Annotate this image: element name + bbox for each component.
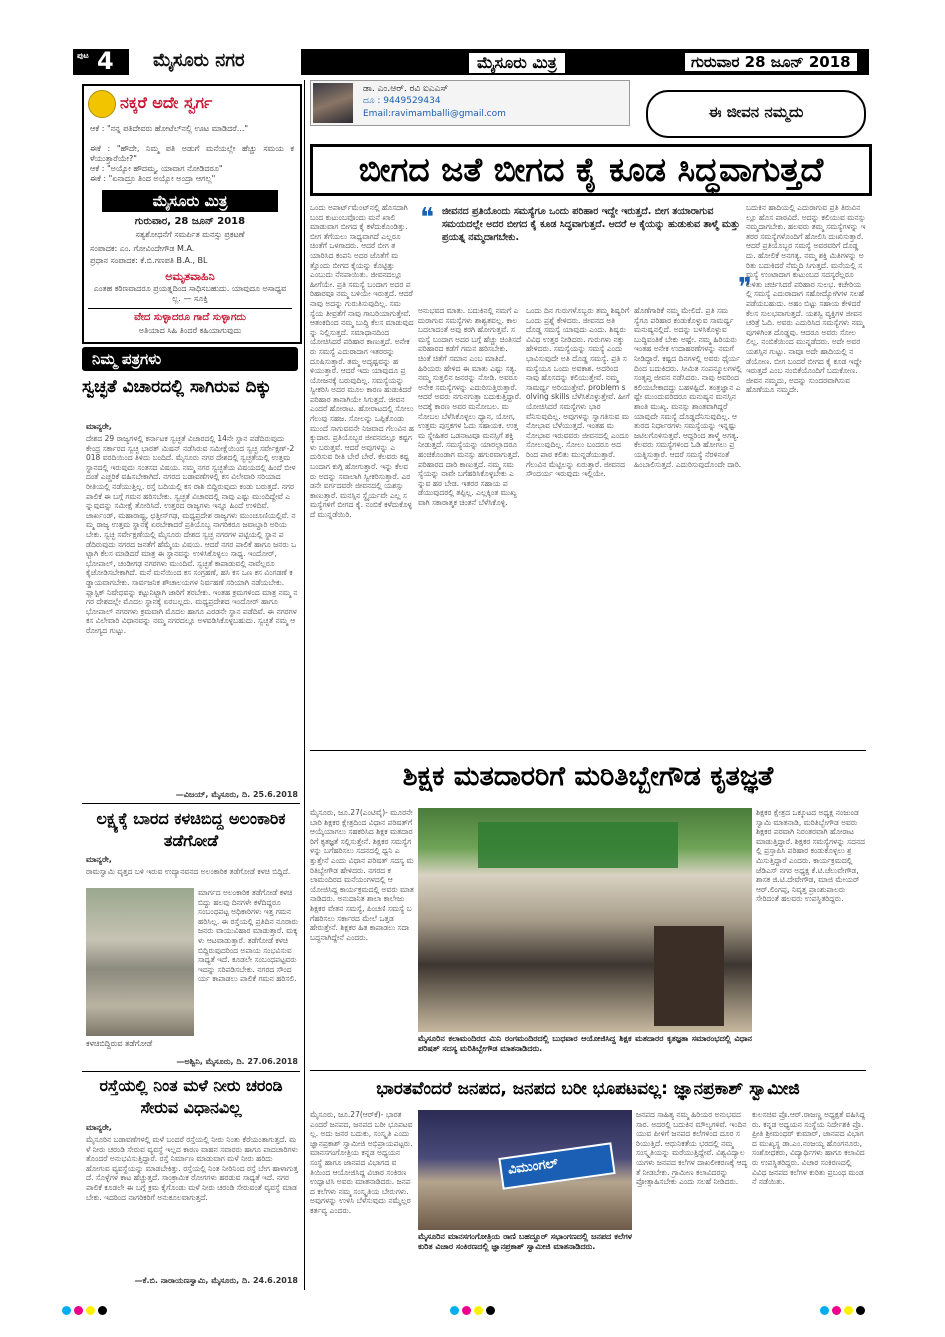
author-email: Email:ravimamballi@gmail.com bbox=[363, 109, 506, 119]
letter2-body-side: ಮಾರ್ಗದ ಅಲಂಕಾರಿಕ ತಡೆಗೋಡೆ ಕಳಚಿ ಬಿದ್ದು ಹಲವು ದಿನಗಳೇ ಕಳೆದಿದ್ದರೂ ಸಂಬಂಧಪಟ್ಟ ಅಧಿಕಾರಿಗಳು ಇತ್ತ ಗಮನ ಹರಿಸಿಲ್ಲ. ಈ ರಸ್ತೆಯಲ್ಲಿ ಪ್ರತಿದಿನ ನೂರಾರು ಜನರು ವಾಯುವಿಹಾರ ಮಾಡುತ್ತಾರೆ. ಮಕ್ಕಳು ಆಟವಾಡುತ್ತಾರೆ. ತಡೆಗೋಡೆ ಕಳಚಿ ಬಿದ್ದಿರುವುದರಿಂದ ಅಪಾಯ ಸಂಭವಿಸುವ ಸಾಧ್ಯತೆ ಇದೆ. ಕೂಡಲೇ ಸಂಬಂಧಪಟ್ಟವರು ಇದನ್ನು ಸರಿಪಡಿಸಬೇಕು. ನಗರದ ಸೌಂದರ್ಯ ಕಾಪಾಡಲು ಪಾಲಿಕೆ ಗಮನ ಹರಿಸಲಿ. bbox=[198, 888, 298, 984]
tagline: ಸತ್ಯಶೋಧನೆಗೆ ಸಮರ್ಪಿತ ಮನಸ್ಸು ಪ್ರಕಟಣೆ bbox=[135, 230, 245, 239]
story2-banner-text: ವಿಮುಂಗಲ್ bbox=[507, 1155, 559, 1178]
letter2-intro: ಮಾನ್ಯರೇ, bbox=[86, 855, 112, 864]
letter3-intro: ಮಾನ್ಯರೇ, bbox=[86, 1123, 112, 1132]
divider bbox=[310, 750, 866, 751]
letter1-intro: ಮಾನ್ಯರೇ, bbox=[86, 422, 112, 431]
stage-banner bbox=[478, 822, 678, 868]
story1-headline: ಶಿಕ್ಷಕ ಮತದಾರರಿಗೆ ಮರಿತಿಬ್ಬೇಗೌಡ ಕೃತಜ್ಞತೆ bbox=[402, 761, 774, 792]
registration-mark-icon bbox=[820, 1300, 868, 1319]
humor-lines bbox=[90, 124, 294, 184]
humor-line: ಈಕೆ : "ಹೌದೇ, ನಿಮ್ಮ ಪತಿ ಅಡುಗೆ ಮನೆಯಲ್ಲೇ ಹೆಚ್ಚು ಸಮಯ ಕಳೆಯುತ್ತಾರೆಯೇ?" bbox=[90, 144, 294, 163]
editor-line: ಸಂಪಾದಕ: ಎಂ. ಗೋವಿಂದೇಗೌಡ M.A. bbox=[90, 244, 195, 253]
author-phone: ದೂ : 9449529434 bbox=[363, 96, 441, 106]
letter1-headline: ಸ್ವಚ್ಛತೆ ವಿಚಾರದಲ್ಲಿ ಸಾಗಿರುವ ದಿಕ್ಕು bbox=[82, 377, 272, 397]
humor-masthead: ಮೈಸೂರು ಮಿತ್ರ bbox=[102, 190, 278, 212]
humor-banner bbox=[88, 90, 294, 118]
story1-body-right: ಶಿಕ್ಷಕರ ಕ್ಷೇತ್ರದ ಒಕ್ಕೂಟದ ಅಧ್ಯಕ್ಷ ನಂಜುಂಡಸ್ವಾಮಿ ಮಾತನಾಡಿ, ಮರಿತಿಬ್ಬೇಗೌಡ ಅವರು ಶಿಕ್ಷಕರ ಪರವಾಗಿ ನಿರಂತರವಾಗಿ ಹೋರಾಟ ಮಾಡುತ್ತಿದ್ದಾರೆ. ಶಿಕ್ಷಕರ ಸಮಸ್ಯೆಗಳನ್ನು ಸದನದಲ್ಲಿ ಪ್ರಸ್ತಾಪಿಸಿ ಪರಿಹಾರ ಕಂಡುಕೊಳ್ಳಲು ಶ್ರಮಿಸುತ್ತಿದ್ದಾರೆ ಎಂದರು. ಕಾರ್ಯಕ್ರಮದಲ್ಲಿ ಜೆಡಿಎಸ್ ನಗರ ಅಧ್ಯಕ್ಷ ಕೆ.ಟಿ.ಚೆಲುವೇಗೌಡ, ಶಾಸಕ ಜಿ.ಟಿ.ದೇವೇಗೌಡ, ಮಾಜಿ ಮೇಯರ್ ಆರ್.ಲಿಂಗಪ್ಪ, ನಿವೃತ್ತ ಪ್ರಾಂಶುಪಾಲರು ಸೇರಿದಂತೆ ಹಲವರು ಉಪಸ್ಥಿತರಿದ್ದರು. bbox=[756, 808, 866, 904]
story1-photo bbox=[418, 808, 752, 1032]
open-quote-icon: ❝ bbox=[420, 203, 434, 233]
page-number: 4 bbox=[97, 47, 114, 75]
letters-section-banner bbox=[82, 347, 298, 371]
humor-line: ಈಕೆ : "ಏನಾದ್ರೂ ತಿಂದ ಅಯ್ಯೋ ಅಂದ್ರಾ ಆಗಲ್ಲ" bbox=[90, 174, 216, 183]
amrutha-text: ಎಂತಹ ಕಠಿಣವಾದರೂ ಪ್ರಯತ್ನದಿಂದ ಸಾಧಿಸಬಹುದು. ಯಾವುದೂ ಅಸಾಧ್ಯವಲ್ಲ. — ಸೂಕ್ತಿ bbox=[93, 284, 287, 303]
associate-editor-line: ಪ್ರಧಾನ ಸಂಪಾದಕ: ಕೆ.ಬಿ.ಗಣಪತಿ B.A., BL bbox=[90, 256, 208, 265]
letter2-caption: ಕಳಚಿಬಿದ್ದಿರುವ ತಡೆಗೋಡೆ bbox=[86, 1039, 153, 1048]
story1-body-left: ಮೈಸೂರು, ಜೂ.27(ಎಂಟಿವೈ)- ಮೂರನೇ ಬಾರಿ ಶಿಕ್ಷಕರ ಕ್ಷೇತ್ರದಿಂದ ವಿಧಾನ ಪರಿಷತ್‌ಗೆ ಆಯ್ಕೆಯಾಗಲು ಸಹಕರಿಸಿದ ಶಿಕ್ಷಕ ಮತದಾರರಿಗೆ ಕೃತಜ್ಞತೆ ಸಲ್ಲಿಸುತ್ತೇನೆ. ಶಿಕ್ಷಕರ ಸಮಸ್ಯೆಗಳನ್ನು ಬಗೆಹರಿಸಲು ಸದನದಲ್ಲಿ ಧ್ವನಿ ಎತ್ತುತ್ತೇನೆ ಎಂದು ವಿಧಾನ ಪರಿಷತ್ ಸದಸ್ಯ ಮರಿತಿಬ್ಬೇಗೌಡ ಹೇಳಿದರು. ನಗರದ ಕಲಾಮಂದಿರದ ಮನೆಯಂಗಳದಲ್ಲಿ ಆಯೋಜಿಸಿದ್ದ ಕಾರ್ಯಕ್ರಮದಲ್ಲಿ ಅವರು ಮಾತನಾಡಿದರು. ಅನುದಾನಿತ ಶಾಲಾ ಕಾಲೇಜು ಶಿಕ್ಷಕರ ವೇತನ ಸಮಸ್ಯೆ, ಪಿಂಚಣಿ ಸಮಸ್ಯೆ ಬಗೆಹರಿಸಲು ಸರ್ಕಾರದ ಮೇಲೆ ಒತ್ತಡ ಹೇರುತ್ತೇನೆ. ಶಿಕ್ಷಕರ ಹಿತ ಕಾಪಾಡಲು ಸದಾ ಬದ್ಧನಾಗಿದ್ದೇನೆ ಎಂದರು. bbox=[310, 808, 414, 942]
column-body-col3: ಒಂದು ದಿನ ಗುರುಗಳೊಬ್ಬರು ತಮ್ಮ ಶಿಷ್ಯರಿಗೆ ಒಂದು ಪ್ರಶ್ನೆ ಕೇಳಿದರು. ಜೀವನದ ಅತಿ ದೊಡ್ಡ ಸಮಸ್ಯೆ ಯಾವುದು ಎಂದು. ಶಿಷ್ಯರು ವಿವಿಧ ಉತ್ತರ ನೀಡಿದರು. ಗುರುಗಳು ನಕ್ಕು ಹೇಳಿದರು. ಸಮಸ್ಯೆಯನ್ನು ಸಮಸ್ಯೆ ಎಂದು ಭಾವಿಸುವುದೇ ಅತಿ ದೊಡ್ಡ ಸಮಸ್ಯೆ. ಪ್ರತಿ ಸಮಸ್ಯೆಯೂ ಒಂದು ಅವಕಾಶ. ಅದರಿಂದ ನಾವು ಹೊಸದನ್ನು ಕಲಿಯುತ್ತೇವೆ. ನಮ್ಮ ಸಾಮರ್ಥ್ಯ ಅರಿಯುತ್ತೇವೆ. problem solving skills ಬೆಳೆಸಿಕೊಳ್ಳುತ್ತೇವೆ. ಹೀಗೆ ಯೋಚಿಸಿದರೆ ಸಮಸ್ಯೆಗಳು ಭಾರವೆನಿಸುವುದಿಲ್ಲ. ಅವುಗಳನ್ನು ಸ್ವಾಗತಿಸುವ ಮನೋಭಾವ ಬೆಳೆಯುತ್ತದೆ. ಇಂತಹ ಮನೋಭಾವ ಇರುವವರು ಜೀವನದಲ್ಲಿ ಎಂದೂ ಸೋಲುವುದಿಲ್ಲ. ಸೋಲು ಬಂದರೂ ಅದರಿಂದ ಪಾಠ ಕಲಿತು ಮುನ್ನಡೆಯುತ್ತಾರೆ. ಗೆಲುವಿನ ಮೆಟ್ಟಿಲನ್ನು ಏರುತ್ತಾರೆ. ಜೀವನದ ಸೌಂದರ್ಯ ಇರುವುದು ಇಲ್ಲಿಯೇ. bbox=[526, 306, 630, 479]
humor-title: ನಕ್ಕರೆ ಅದೇ ಸ್ವರ್ಗ bbox=[120, 93, 213, 112]
amrutha-title: ಅಮೃತವಾಹಿನಿ bbox=[165, 270, 215, 283]
page-number-box bbox=[73, 49, 129, 75]
column-divider bbox=[304, 80, 305, 1290]
author-photo bbox=[313, 83, 353, 123]
divider bbox=[88, 308, 292, 309]
pull-quote-text: ಜೀವನದ ಪ್ರತಿಯೊಂದು ಸಮಸ್ಯೆಗೂ ಒಂದು ಪರಿಹಾರ ಇದ್ದೇ ಇರುತ್ತದೆ. ಬೀಗ ತಯಾರಾಗುವ ಸಮಯದಲ್ಲೇ ಅದರ ಬೀಗದ ಕೈ ಕೂಡ ಸಿದ್ಧವಾಗುತ್ತದೆ. ಆದರೆ ಆ ಕೈಯನ್ನು ಹುಡುಕುವ ತಾಳ್ಮೆ ಮತ್ತು ಪ್ರಯತ್ನ ನಮ್ಮದಾಗಬೇಕು. bbox=[442, 206, 740, 243]
story2-banner bbox=[498, 1142, 615, 1190]
column-headline: ಬೀಗದ ಜತೆ ಬೀಗದ ಕೈ ಕೂಡ ಸಿದ್ಧವಾಗುತ್ತದೆ bbox=[310, 144, 872, 196]
humor-date: ಗುರುವಾರ, 28 ಜೂನ್ 2018 bbox=[134, 216, 246, 227]
series-banner bbox=[646, 90, 866, 138]
letter2-signature: —ಅಶ್ವಿನಿ, ಮೈಸೂರು, ದಿ. 27.06.2018 bbox=[176, 1057, 298, 1066]
header-date: ಗುರುವಾರ 28 ಜೂನ್ 2018 bbox=[685, 53, 857, 71]
column-author-bar bbox=[310, 80, 630, 126]
masthead-name: ಮೈಸೂರು ಮಿತ್ರ bbox=[469, 53, 565, 73]
humor-line: ಆಕೆ : "ನನ್ನ ಪತಿದೇವರು ಹೋಟೆಲ್‌ನಲ್ಲಿ ಊಟ ಮಾಡಿದರೆ..." bbox=[90, 124, 249, 133]
veda-title: ವೇದ ಸುಳ್ಳಾದರೂ ಗಾದೆ ಸುಳ್ಳಾಗದು bbox=[134, 312, 246, 323]
column-body-col4: ಹೊಣೆಗಾರಿಕೆ ನಮ್ಮ ಮೇಲಿದೆ. ಪ್ರತಿ ಸಮಸ್ಯೆಗೂ ಪರಿಹಾರ ಕಂಡುಕೊಳ್ಳುವ ಸಾಮರ್ಥ್ಯ ಮನುಷ್ಯನಲ್ಲಿದೆ. ಅದನ್ನು ಬಳಸಿಕೊಳ್ಳುವ ಬುದ್ಧಿವಂತಿಕೆ ಬೇಕು ಅಷ್ಟೇ. ನಮ್ಮ ಹಿರಿಯರು ಇಂತಹ ಅನೇಕ ಉದಾಹರಣೆಗಳನ್ನು ನಮಗೆ ನೀಡಿದ್ದಾರೆ. ಕಷ್ಟದ ದಿನಗಳಲ್ಲಿ ಅವರು ಧೈರ್ಯದಿಂದ ಬದುಕಿದರು. ಸೀಮಿತ ಸಂಪನ್ಮೂಲಗಳಲ್ಲಿ ಸಂತೃಪ್ತ ಜೀವನ ನಡೆಸಿದರು. ನಾವು ಅವರಿಂದ ಕಲಿಯಬೇಕಾದದ್ದು ಬಹಳಷ್ಟಿದೆ. ತಂತ್ರಜ್ಞಾನ ಎಷ್ಟೇ ಮುಂದುವರಿದರೂ ಮನುಷ್ಯನ ಮನಸ್ಸಿನ ಶಾಂತಿ ಮುಖ್ಯ. ಮನಸ್ಸು ಶಾಂತವಾಗಿದ್ದರೆ ಯಾವುದೇ ಸಮಸ್ಯೆ ದೊಡ್ಡದೆನಿಸುವುದಿಲ್ಲ. ಆತುರದ ನಿರ್ಧಾರಗಳು ಸಮಸ್ಯೆಯನ್ನು ಇನ್ನಷ್ಟು ಜಟಿಲಗೊಳಿಸುತ್ತವೆ. ಆದ್ದರಿಂದ ತಾಳ್ಮೆ ಅಗತ್ಯ. ಕೆಲವರು ಸಮಸ್ಯೆಗಳಿಂದ ಓಡಿ ಹೋಗಲು ಪ್ರಯತ್ನಿಸುತ್ತಾರೆ. ಆದರೆ ಸಮಸ್ಯೆ ನೆರಳಿನಂತೆ ಹಿಂಬಾಲಿಸುತ್ತದೆ. ಎದುರಿಸುವುದೊಂದೇ ದಾರಿ. bbox=[634, 306, 742, 469]
letter3-headline: ರಸ್ತೆಯಲ್ಲಿ ನಿಂತ ಮಳೆ ನೀರು ಚರಂಡಿ ಸೇರುವ ವಿಧಾನವಿಲ್ಲ bbox=[99, 1076, 283, 1117]
divider bbox=[82, 1071, 300, 1072]
letter2-headline: ಲಕ್ಷ್ಯಕ್ಕೆ ಬಾರದ ಕಳಚಿಬಿದ್ದ ಅಲಂಕಾರಿಕ ತಡೆಗೋಡೆ bbox=[96, 809, 286, 850]
pull-quote bbox=[420, 203, 760, 303]
story2-caption: ಮೈಸೂರಿನ ಮಾನಸಗಂಗೋತ್ರಿಯ ರಾಣಿ ಬಹದ್ದೂರ್ ಸಭಾಂಗಣದಲ್ಲಿ ಜನಪದ ಕಲೆಗಳ ಕುರಿತ ವಿಚಾರ ಸಂಕಿರಣದಲ್ಲಿ ಜ್ಞಾನಪ್ರಕಾಶ್ ಸ್ವಾಮೀಜಿ ಮಾತನಾಡಿದರು. bbox=[418, 1232, 632, 1251]
wall-photo bbox=[86, 888, 194, 1036]
humor-box bbox=[82, 84, 302, 344]
author-name: ಡಾ. ಎಂ.ಆರ್. ರವಿ ಐಎಎಸ್ bbox=[363, 84, 449, 94]
story2-headline: ಭಾರತವೆಂದರೆ ಜನಪದ, ಜನಪದ ಬರೀ ಭೂಪಟವಲ್ಲ: ಜ್ಞಾನಪ್ರಕಾಶ್ ಸ್ವಾಮೀಜಿ bbox=[376, 1079, 800, 1099]
story2-body-right: ಕುಲಸಚಿವ ಪ್ರೊ.ಆರ್.ರಾಜಣ್ಣ ಅಧ್ಯಕ್ಷತೆ ವಹಿಸಿದ್ದರು. ಕನ್ನಡ ಅಧ್ಯಯನ ಸಂಸ್ಥೆಯ ನಿರ್ದೇಶಕಿ ಪ್ರೊ.ಪ್ರೀತಿ ಶ್ರೀಮಂಧರ್ ಕುಮಾರ್, ಜಾನಪದ ವಿಭಾಗದ ಮುಖ್ಯಸ್ಥ ಡಾ.ಎಂ.ನಂಜಯ್ಯ ಹೊಂಗನೂರು, ಸಂಶೋಧಕರು, ವಿದ್ಯಾರ್ಥಿಗಳು ಹಾಗೂ ಕಲಾವಿದರು ಉಪಸ್ಥಿತರಿದ್ದರು. ವಿಚಾರ ಸಂಕಿರಣದಲ್ಲಿ ವಿವಿಧ ಜನಪದ ಕಲೆಗಳ ಕುರಿತು ಪ್ರಬಂಧ ಮಂಡನೆ ನಡೆಯಿತು. bbox=[752, 1110, 866, 1187]
story2-photo bbox=[418, 1110, 632, 1230]
laughing-face-icon bbox=[88, 90, 116, 118]
page-label: ಪುಟ bbox=[77, 51, 89, 60]
divider bbox=[310, 1070, 866, 1071]
divider bbox=[82, 803, 300, 804]
close-quote-icon: ❞ bbox=[738, 273, 752, 303]
letters-section-title: ನಿಮ್ಮ ಪತ್ರಗಳು bbox=[92, 350, 162, 368]
page-header bbox=[73, 47, 869, 76]
speaker-podium bbox=[654, 926, 724, 1026]
story1-caption: ಮೈಸೂರಿನ ಕಲಾಮಂದಿರದ ಮಿನಿ ರಂಗಮಂದಿರದಲ್ಲಿ ಬುಧವಾರ ಆಯೋಜಿಸಿದ್ದ ಶಿಕ್ಷಕ ಮತದಾರರ ಕೃತಜ್ಞತಾ ಸಮಾರಂಭದಲ್ಲಿ ವಿಧಾನ ಪರಿಷತ್ ಸದಸ್ಯ ಮರಿತಿಬ್ಬೇಗೌಡ ಮಾತನಾಡಿದರು. bbox=[418, 1034, 752, 1053]
letter3-body: ಮೈಸೂರಿನ ಬಡಾವಣೆಗಳಲ್ಲಿ ಮಳೆ ಬಂದರೆ ರಸ್ತೆಯಲ್ಲಿ ನೀರು ನಿಂತು ಕೆರೆಯಂತಾಗುತ್ತದೆ. ಮಳೆ ನೀರು ಚರಂಡಿ ಸೇರುವ ವ್ಯವಸ್ಥೆ ಇಲ್ಲದ ಕಾರಣ ವಾಹನ ಸವಾರರು ಹಾಗೂ ಪಾದಚಾರಿಗಳು ತೊಂದರೆ ಅನುಭವಿಸುತ್ತಿದ್ದಾರೆ. ರಸ್ತೆ ನಿರ್ಮಾಣ ಮಾಡುವಾಗ ಮಳೆ ನೀರು ಹರಿದು ಹೋಗುವ ವ್ಯವಸ್ಥೆಯನ್ನು ಮಾಡಬೇಕಿತ್ತು. ರಸ್ತೆಯಲ್ಲಿ ನಿಂತ ನೀರಿನಿಂದ ರಸ್ತೆ ಬೇಗ ಹಾಳಾಗುತ್ತದೆ. ಸೊಳ್ಳೆಗಳ ಕಾಟ ಹೆಚ್ಚುತ್ತದೆ. ಸಾಂಕ್ರಾಮಿಕ ರೋಗಗಳು ಹರಡುವ ಸಾಧ್ಯತೆ ಇದೆ. ನಗರ ಪಾಲಿಕೆ ಕೂಡಲೇ ಈ ಬಗ್ಗೆ ಕ್ರಮ ಕೈಗೊಂಡು ಮಳೆ ನೀರು ಚರಂಡಿ ಸೇರುವಂತೆ ವ್ಯವಸ್ಥೆ ಮಾಡಬೇಕು. ಇದರಿಂದ ನಾಗರಿಕರಿಗೆ ಅನುಕೂಲವಾಗುತ್ತದೆ. bbox=[86, 1135, 298, 1202]
masthead-strip bbox=[301, 49, 869, 75]
column-body-col2: ಅನುಭವದ ಮಾತು. ಬದುಕಿನಲ್ಲಿ ನಮಗೆ ಎದುರಾಗುವ ಸಮಸ್ಯೆಗಳು ಶಾಶ್ವತವಲ್ಲ. ಕಾಲ ಬದಲಾದಂತೆ ಅವು ಕರಗಿ ಹೋಗುತ್ತವೆ. ಸಮಸ್ಯೆ ಬಂದಾಗ ಅದರ ಬಗ್ಗೆ ಹೆಚ್ಚು ಚಿಂತಿಸದೆ ಪರಿಹಾರದ ಕಡೆಗೆ ಗಮನ ಹರಿಸಬೇಕು. ಚಿಂತೆ ಚಿತೆಗೆ ಸಮಾನ ಎಂಬ ಮಾತಿದೆ. ಹಿರಿಯರು ಹೇಳಿದ ಈ ಮಾತು ಎಷ್ಟು ಸತ್ಯ. ನಮ್ಮ ಸುತ್ತಲಿನ ಜನರನ್ನು ನೋಡಿ. ಅವರೂ ಅನೇಕ ಸಮಸ್ಯೆಗಳನ್ನು ಎದುರಿಸುತ್ತಿರುತ್ತಾರೆ. ಆದರೆ ಅವರು ನಗುನಗುತ್ತಾ ಬದುಕುತ್ತಿದ್ದಾರೆ. ಅದಕ್ಕೆ ಕಾರಣ ಅವರ ಮನೋಬಲ. ಮನೋಬಲ ಬೆಳೆಸಿಕೊಳ್ಳಲು ಧ್ಯಾನ, ಯೋಗ, ಉತ್ತಮ ಪುಸ್ತಕಗಳ ಓದು ಸಹಾಯಕ. ಉತ್ತಮ ಸ್ನೇಹಿತರ ಒಡನಾಟವೂ ಮನಸ್ಸಿಗೆ ಶಕ್ತಿ ನೀಡುತ್ತದೆ. ಸಮಸ್ಯೆಯನ್ನು ಯಾರಲ್ಲಾದರೂ ಹಂಚಿಕೊಂಡಾಗ ಮನಸ್ಸು ಹಗುರವಾಗುತ್ತದೆ. ಪರಿಹಾರದ ದಾರಿ ಕಾಣುತ್ತದೆ. ನಮ್ಮ ಸಮಸ್ಯೆಯನ್ನು ನಾವೇ ಬಗೆಹರಿಸಿಕೊಳ್ಳಬೇಕು ಎನ್ನುವ ಹಠ ಬೇಡ. ಇತರರ ಸಹಾಯ ಪಡೆಯುವುದರಲ್ಲಿ ತಪ್ಪಿಲ್ಲ. ಎಲ್ಲಕ್ಕಿಂತ ಮುಖ್ಯವಾಗಿ ಸಕಾರಾತ್ಮಕ ಚಿಂತನೆ ಬೆಳೆಸಿಕೊಳ್ಳಿ. bbox=[418, 306, 522, 507]
humor-line: ಆಕೆ : "ಅಯ್ಯೋ ಹೌದಮ್ಮ, ಯಾವಾಗ ನೋಡಿದರೂ" bbox=[90, 164, 223, 173]
series-title: ಈ ಜೀವನ ನಮ್ಮದು bbox=[708, 103, 804, 121]
veda-text: ಅತಿಯಾದ ಸಿಹಿ ತಿಂದರೆ ಕಹಿಯಾಗುವುದು bbox=[138, 326, 242, 335]
column-body-col5: ಬದುಕಿನ ಹಾದಿಯಲ್ಲಿ ಎದುರಾಗುವ ಪ್ರತಿ ತಿರುವಿನಲ್ಲೂ ಹೊಸ ಪಾಠವಿದೆ. ಅದನ್ನು ಕಲಿಯುವ ಮನಸ್ಸು ನಮ್ಮದಾಗಬೇಕು. ಹಲವರು ತಮ್ಮ ಸಮಸ್ಯೆಗಳನ್ನು ಇತರರ ಸಮಸ್ಯೆಗಳೊಂದಿಗೆ ಹೋಲಿಸಿ ದುಃಖಿಸುತ್ತಾರೆ. ಆದರೆ ಪ್ರತಿಯೊಬ್ಬರ ಸಮಸ್ಯೆ ಅವರವರಿಗೆ ದೊಡ್ಡದು. ಹೋಲಿಕೆ ಅನಗತ್ಯ. ನಮ್ಮ ಶಕ್ತಿ ಮಿತಿಗಳನ್ನು ಅರಿತು ಬದುಕಿದರೆ ನೆಮ್ಮದಿ ಸಿಗುತ್ತದೆ. ಮನೆಯಲ್ಲಿ ಸಮಸ್ಯೆ ಉಂಟಾದಾಗ ಕುಟುಂಬದ ಸದಸ್ಯರೆಲ್ಲರೂ ಕುಳಿತು ಚರ್ಚಿಸಿದರೆ ಪರಿಹಾರ ಸುಲಭ. ಕಚೇರಿಯಲ್ಲಿ ಸಮಸ್ಯೆ ಎದುರಾದಾಗ ಸಹೋದ್ಯೋಗಿಗಳ ಸಲಹೆ ಪಡೆಯಬಹುದು. ಅಹಂ ಬಿಟ್ಟು ಸಹಾಯ ಕೇಳಿದರೆ ಕೆಲಸ ಸುಲಭವಾಗುತ್ತದೆ. ಯಶಸ್ವಿ ವ್ಯಕ್ತಿಗಳ ಜೀವನ ಚರಿತ್ರೆ ಓದಿ. ಅವರು ಎದುರಿಸಿದ ಸಮಸ್ಯೆಗಳು ನಮ್ಮವುಗಳಿಗಿಂತ ದೊಡ್ಡವು. ಆದರೂ ಅವರು ಸೋಲಲಿಲ್ಲ. ನಂಬಿಕೆಯಿಂದ ಮುನ್ನಡೆದರು. ಅದೇ ಅವರ ಯಶಸ್ಸಿನ ಗುಟ್ಟು. ನಾವೂ ಅದೇ ಹಾದಿಯಲ್ಲಿ ನಡೆಯೋಣ. ಬೀಗ ಬಂದರೆ ಬೀಗದ ಕೈ ಕೂಡ ಇದ್ದೇ ಇರುತ್ತದೆ ಎಂಬ ನಂಬಿಕೆಯೊಂದಿಗೆ ಬದುಕೋಣ. ಜೀವನ ನಮ್ಮದು, ಅದನ್ನು ಸುಂದರವಾಗಿಸುವ ಹೊಣೆಯೂ ನಮ್ಮದೇ. bbox=[746, 203, 866, 395]
registration-mark-icon bbox=[450, 1300, 498, 1319]
registration-mark-icon bbox=[62, 1300, 110, 1319]
letter2-body-top: ರಾಮಸ್ವಾಮಿ ವೃತ್ತದ ಬಳಿ ಇರುವ ಉದ್ಯಾನವನದ ಅಲಂಕಾರಿಕ ತಡೆಗೋಡೆ ಕಳಚಿ ಬಿದ್ದಿದೆ. bbox=[86, 867, 291, 876]
letter1-body: ದೇಶದ 29 ರಾಜ್ಯಗಳಲ್ಲಿ ಕರ್ನಾಟಕ ಸ್ವಚ್ಛತೆ ವಿಚಾರದಲ್ಲಿ 14ನೇ ಸ್ಥಾನ ಪಡೆದಿರುವುದು ಕೇಂದ್ರ ಸರ್ಕಾರದ ಸ್ವಚ್ಛ ಭಾರತ್ ಮಿಷನ್ ನಡೆಸಿರುವ ಸಮೀಕ್ಷೆಯಿಂದ ಸ್ವಚ್ಛ ಸರ್ವೇಕ್ಷಣ್-2018 ವರದಿಯಿಂದ ತಿಳಿದು ಬಂದಿದೆ. ಮೈಸೂರು ನಗರ ದೇಶದಲ್ಲಿ ಸ್ವಚ್ಛತೆಯಲ್ಲಿ ಉತ್ತಮ ಸ್ಥಾನದಲ್ಲಿ ಇರುವುದು ಸಂತಸದ ವಿಷಯ. ನಮ್ಮ ನಗರ ಸ್ವಚ್ಛತೆಯ ವಿಷಯದಲ್ಲಿ ಹಿಂದೆ ಬೀಳದಂತೆ ಎಚ್ಚರಿಕೆ ವಹಿಸಬೇಕಾಗಿದೆ. ನಗರದ ಬಡಾವಣೆಗಳಲ್ಲಿ ಕಸ ವಿಲೇವಾರಿ ಸರಿಯಾದ ರೀತಿಯಲ್ಲಿ ನಡೆಯುತ್ತಿಲ್ಲ. ರಸ್ತೆ ಬದಿಯಲ್ಲಿ ಕಸ ರಾಶಿ ಬಿದ್ದಿರುವುದು ಕಂಡು ಬರುತ್ತದೆ. ನಗರ ಪಾಲಿಕೆ ಈ ಬಗ್ಗೆ ಗಮನ ಹರಿಸಬೇಕು. ಸ್ವಚ್ಛತೆ ವಿಚಾರದಲ್ಲಿ ನಾವು ಎಷ್ಟು ಮುಂದಿದ್ದೇವೆ ಎನ್ನುವುದನ್ನು ಸಮೀಕ್ಷೆ ತೋರಿಸಿದೆ. ಉತ್ತರದ ರಾಜ್ಯಗಳು ಇನ್ನೂ ಹಿಂದೆ ಉಳಿದಿವೆ. ಜಾರ್ಖಂಡ್, ಮಹಾರಾಷ್ಟ್ರ, ಛತ್ತೀಸ್‌ಗಢ, ಮಧ್ಯಪ್ರದೇಶ ರಾಜ್ಯಗಳು ಮುಂಚೂಣಿಯಲ್ಲಿವೆ. ನಮ್ಮ ರಾಜ್ಯ ಉತ್ತಮ ಸ್ಥಾನಕ್ಕೆ ಏರಬೇಕಾದರೆ ಪ್ರತಿಯೊಬ್ಬ ನಾಗರಿಕರೂ ಜವಾಬ್ದಾರಿ ಅರಿಯಬೇಕು. ಸ್ವಚ್ಛ ಸರ್ವೇಕ್ಷಣೆಯಲ್ಲಿ ಮೈಸೂರು ದೇಶದ ಸ್ವಚ್ಛ ನಗರಗಳ ಪಟ್ಟಿಯಲ್ಲಿ ಸ್ಥಾನ ಪಡೆದಿರುವುದು ನಗರದ ಜನತೆಗೆ ಹೆಮ್ಮೆಯ ವಿಷಯ. ಆದರೆ ನಗರ ಪಾಲಿಕೆ ಹಾಗೂ ಜನರು ಒಟ್ಟಾಗಿ ಕೆಲಸ ಮಾಡಿದರೆ ಮಾತ್ರ ಈ ಸ್ಥಾನವನ್ನು ಉಳಿಸಿಕೊಳ್ಳಲು ಸಾಧ್ಯ. ಇಂದೋರ್, ಭೋಪಾಲ್, ಚಂಡೀಗಢ ನಗರಗಳು ಮುಂದಿವೆ. ಸ್ವಚ್ಛತೆ ಕಾಪಾಡುವಲ್ಲಿ ನಾವೆಲ್ಲರೂ ಕೈಜೋಡಿಸಬೇಕಾಗಿದೆ. ಮನೆ ಮನೆಯಿಂದ ಕಸ ಸಂಗ್ರಹಣೆ, ಹಸಿ ಕಸ ಒಣ ಕಸ ವಿಂಗಡಣೆ ಕಡ್ಡಾಯವಾಗಬೇಕು. ಸಾರ್ವಜನಿಕ ಶೌಚಾಲಯಗಳ ನಿರ್ವಹಣೆ ಸರಿಯಾಗಿ ನಡೆಯಬೇಕು. ಪ್ಲಾಸ್ಟಿಕ್ ನಿಷೇಧವನ್ನು ಕಟ್ಟುನಿಟ್ಟಾಗಿ ಜಾರಿಗೆ ತರಬೇಕು. ಇಂತಹ ಕ್ರಮಗಳಿಂದ ಮಾತ್ರ ನಮ್ಮ ನಗರ ದೇಶದಲ್ಲೇ ಮೊದಲ ಸ್ಥಾನಕ್ಕೆ ಏರಬಲ್ಲದು. ಮಧ್ಯಪ್ರದೇಶದ ಇಂದೋರ್ ಹಾಗೂ ಭೋಪಾಲ್ ನಗರಗಳು ಕ್ರಮವಾಗಿ ಮೊದಲ ಹಾಗೂ ಎರಡನೇ ಸ್ಥಾನ ಪಡೆದಿವೆ. ಈ ನಗರಗಳ ಕಸ ವಿಲೇವಾರಿ ವಿಧಾನವನ್ನು ನಮ್ಮ ನಗರದಲ್ಲೂ ಅಳವಡಿಸಿಕೊಳ್ಳಬಹುದು. ಸ್ವಚ್ಛತೆ ನಮ್ಮ ಆರೋಗ್ಯದ ಗುಟ್ಟು. bbox=[86, 434, 298, 635]
story2-body-left: ಮೈಸೂರು, ಜೂ.27(ಆರ್‌ಕೆ)- ಭಾರತ ಎಂದರೆ ಜನಪದ, ಜನಪದ ಬರೀ ಭೂಪಟವಲ್ಲ. ಅದು ಜನರ ಬದುಕು, ಸಂಸ್ಕೃತಿ ಎಂದು ಜ್ಞಾನಪ್ರಕಾಶ್ ಸ್ವಾಮೀಜಿ ಅಭಿಪ್ರಾಯಪಟ್ಟರು. ಮಾನಸಗಂಗೋತ್ರಿಯ ಕನ್ನಡ ಅಧ್ಯಯನ ಸಂಸ್ಥೆ ಹಾಗೂ ಜಾನಪದ ವಿಭಾಗದ ವತಿಯಿಂದ ಆಯೋಜಿಸಿದ್ದ ವಿಚಾರ ಸಂಕಿರಣ ಉದ್ಘಾಟಿಸಿ ಅವರು ಮಾತನಾಡಿದರು. ಜನಪದ ಕಲೆಗಳು ನಮ್ಮ ಸಂಸ್ಕೃತಿಯ ಬೇರುಗಳು. ಅವುಗಳನ್ನು ಉಳಿಸಿ ಬೆಳೆಸುವುದು ನಮ್ಮೆಲ್ಲರ ಕರ್ತವ್ಯ ಎಂದರು. bbox=[310, 1110, 413, 1215]
letter3-signature: —ಕೆ.ಬಿ. ನಾರಾಯಣಸ್ವಾಮಿ, ಮೈಸೂರು, ದಿ. 24.6.2018 bbox=[134, 1276, 298, 1285]
story2-body-mid: ಜನಪದ ಸಾಹಿತ್ಯ ನಮ್ಮ ಹಿರಿಯರ ಅನುಭವದ ಸಾರ. ಅದರಲ್ಲಿ ಬದುಕಿನ ಮೌಲ್ಯಗಳಿವೆ. ಇಂದಿನ ಯುವ ಪೀಳಿಗೆ ಜನಪದ ಕಲೆಗಳಿಂದ ದೂರ ಸರಿಯುತ್ತಿದೆ. ಆಧುನಿಕತೆಯ ಭರದಲ್ಲಿ ನಮ್ಮ ಸಂಸ್ಕೃತಿಯನ್ನು ಮರೆಯುತ್ತಿದ್ದೇವೆ. ವಿಶ್ವವಿದ್ಯಾಲಯಗಳು ಜನಪದ ಕಲೆಗಳ ದಾಖಲೀಕರಣಕ್ಕೆ ಆದ್ಯತೆ ನೀಡಬೇಕು. ಗ್ರಾಮೀಣ ಕಲಾವಿದರನ್ನು ಪ್ರೋತ್ಸಾಹಿಸಬೇಕು ಎಂದು ಸಲಹೆ ನೀಡಿದರು. bbox=[636, 1110, 748, 1187]
column-body-col1: ಒಂದು ಅಪಾರ್ಟ್‌ಮೆಂಟ್‌ನಲ್ಲಿ ಹೊಸದಾಗಿ ಬಂದ ಕುಟುಂಬವೊಂದು ಮನೆ ಖಾಲಿ ಮಾಡುವಾಗ ಬೀಗದ ಕೈ ಕಳೆದುಕೊಂಡಿತ್ತು. ಬೀಗ ತೆಗೆಯಲು ಸಾಧ್ಯವಾಗದೆ ಎಲ್ಲರೂ ಚಿಂತೆಗೆ ಒಳಗಾದರು. ಆದರೆ ಬೀಗ ತಯಾರಿಸಿದ ಕಂಪನಿ ಅದರ ಜೊತೆಗೆ ಮತ್ತೊಂದು ಬೀಗದ ಕೈಯನ್ನು ಕೊಟ್ಟಿತ್ತು ಎಂಬುದು ನೆನಪಾಯಿತು. ಜೀವನದಲ್ಲೂ ಹೀಗೆಯೇ. ಪ್ರತಿ ಸಮಸ್ಯೆ ಬಂದಾಗ ಅದರ ಪರಿಹಾರವೂ ನಮ್ಮ ಬಳಿಯೇ ಇರುತ್ತದೆ. ಆದರೆ ನಾವು ಅದನ್ನು ಗುರುತಿಸುವುದಿಲ್ಲ. ಸಮಸ್ಯೆಯ ತೀವ್ರತೆಗೆ ನಾವು ಗಾಬರಿಯಾಗುತ್ತೇವೆ. ಆತಂಕದಿಂದ ನಮ್ಮ ಬುದ್ಧಿ ಕೆಲಸ ಮಾಡುವುದನ್ನು ನಿಲ್ಲಿಸುತ್ತದೆ. ಸಮಾಧಾನದಿಂದ ಯೋಚಿಸಿದರೆ ಪರಿಹಾರ ಕಾಣುತ್ತದೆ. ಅನೇಕರು ಸಮಸ್ಯೆ ಎದುರಾದಾಗ ಇತರರನ್ನು ದೂಷಿಸುತ್ತಾರೆ. ತಮ್ಮ ಅದೃಷ್ಟವನ್ನು ಹಳಿಯುತ್ತಾರೆ. ಆದರೆ ಇದು ಯಾವುದೂ ಪ್ರಯೋಜನಕ್ಕೆ ಬರುವುದಿಲ್ಲ. ಸಮಸ್ಯೆಯನ್ನು ಸ್ವೀಕರಿಸಿ ಅದರ ಮೂಲ ಕಾರಣ ಹುಡುಕಿದರೆ ಪರಿಹಾರ ತಾನಾಗಿಯೇ ಸಿಗುತ್ತದೆ. ಜೀವನ ಎಂದರೆ ಹೋರಾಟ. ಹೋರಾಟದಲ್ಲಿ ಸೋಲು ಗೆಲುವು ಸಹಜ. ಸೋಲನ್ನು ಒಪ್ಪಿಕೊಂಡು ಮುಂದೆ ಸಾಗುವವನೇ ನಿಜವಾದ ಗೆಲುವಿನ ಹಕ್ಕುದಾರ. ಪ್ರತಿಯೊಬ್ಬರ ಜೀವನದಲ್ಲೂ ಕಷ್ಟಗಳು ಬರುತ್ತವೆ. ಆದರೆ ಅವುಗಳನ್ನು ಎದುರಿಸುವ ರೀತಿ ಬೇರೆ ಬೇರೆ. ಕೆಲವರು ಕಷ್ಟ ಬಂದಾಗ ಕುಗ್ಗಿ ಹೋಗುತ್ತಾರೆ. ಇನ್ನು ಕೆಲವರು ಅದನ್ನು ಸವಾಲಾಗಿ ಸ್ವೀಕರಿಸುತ್ತಾರೆ. ಎರಡನೇ ವರ್ಗದವರೇ ಜೀವನದಲ್ಲಿ ಯಶಸ್ಸು ಕಾಣುತ್ತಾರೆ. ಮನಸ್ಸಿನ ಸ್ಥೈರ್ಯವೇ ಎಲ್ಲ ಸಮಸ್ಯೆಗಳಿಗೆ ಬೀಗದ ಕೈ. ನಂಬಿಕೆ ಕಳೆದುಕೊಳ್ಳದೆ ಮುನ್ನಡೆಯಿರಿ. bbox=[310, 203, 414, 519]
letter1-signature: —ವಿಜಯ್, ಮೈಸೂರು, ದಿ. 25.6.2018 bbox=[175, 790, 298, 799]
section-name: ಮೈಸೂರು ನಗರ bbox=[153, 50, 245, 71]
